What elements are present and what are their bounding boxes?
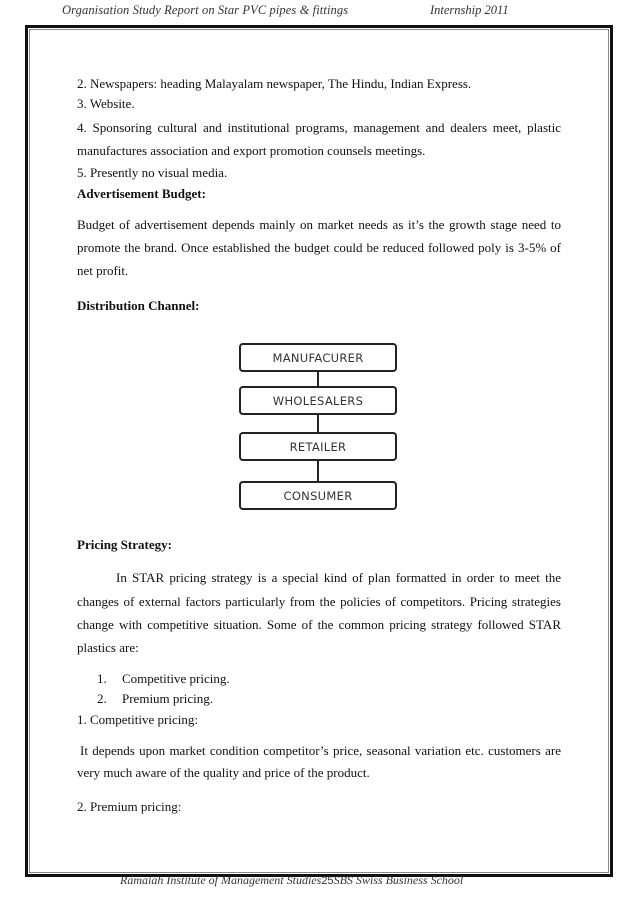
competitive-line-1: It depends upon market condition competitor’s price, seasonal variation etc. customers are [80,743,561,758]
pricing-line-3: change with competitive situation. Some of the common pricing strategy followed STAR [77,617,561,632]
heading-advertisement-budget: Advertisement Budget: [77,186,206,201]
page-number: 25 [321,875,334,887]
diagram-box-manufacturer: MANUFACURER [239,343,397,372]
heading-distribution-channel: Distribution Channel: [77,298,200,313]
budget-line-1: Budget of advertisement depends mainly on market needs as it’s the growth stage need to [77,217,561,232]
header-report-title: Organisation Study Report on Star PVC pipes & fittings [62,3,349,17]
diagram-box-consumer: CONSUMER [239,481,397,510]
pricing-line-1: In STAR pricing strategy is a special kind of plan formatted in order to meet the [116,570,561,585]
list-item-sponsoring-cont: manufactures association and export promotion counsels meetings. [77,143,426,158]
footer-school: SBS Swiss Business School [333,873,464,887]
diagram-connector [317,372,319,387]
page-footer [120,873,540,888]
diagram-box-retailer: RETAILER [239,432,397,461]
list-label: Premium pricing. [122,691,213,706]
heading-pricing-strategy: Pricing Strategy: [77,537,172,552]
page-header [62,3,582,21]
list-number: 1. [97,671,107,686]
list-number: 2. [97,691,107,706]
pricing-list-item [97,671,230,687]
list-item-newspapers: 2. Newspapers: heading Malayalam newspaper, The Hindu, Indian Express. [77,76,472,91]
subheading-premium-pricing: 2. Premium pricing: [77,799,182,814]
pricing-line-4: plastics are: [77,640,139,655]
pricing-list-item [97,691,213,707]
list-item-sponsoring: 4. Sponsoring cultural and institutional programs, management and dealers meet, plastic [77,120,561,135]
pricing-line-2: changes of external factors particularly from the policies of competitors. Pricing strategies [77,594,561,609]
competitive-line-2: very much aware of the quality and price of the product. [77,765,370,780]
diagram-connector [317,415,319,432]
list-item-visual-media: 5. Presently no visual media. [77,165,228,180]
budget-line-3: net profit. [77,263,129,278]
header-internship-year: Internship 2011 [430,3,509,17]
budget-line-2: promote the brand. Once established the budget could be reduced followed poly is 3-5% of [77,240,561,255]
diagram-box-wholesalers: WHOLESALERS [239,386,397,415]
list-item-website: 3. Website. [77,96,135,111]
list-label: Competitive pricing. [122,671,230,686]
subheading-competitive-pricing: 1. Competitive pricing: [77,712,198,727]
footer-institute: Ramaiah Institute of Management Studies [120,873,322,887]
diagram-connector [317,461,319,483]
